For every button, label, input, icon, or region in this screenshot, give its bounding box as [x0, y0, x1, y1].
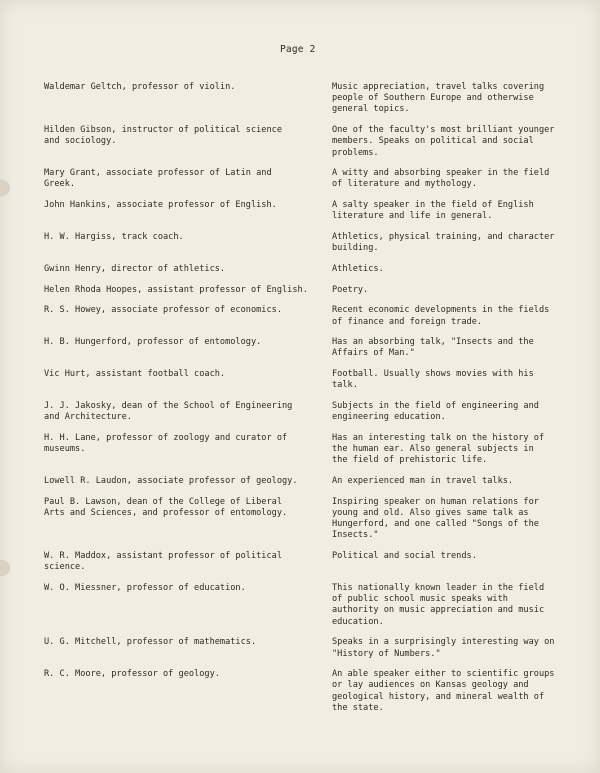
speaker-name: J. J. Jakosky, dean of the School of Engineering and Architecture. — [44, 401, 293, 423]
speaker-list — [44, 82, 584, 724]
speaker-topic: An experienced man in travel talks. — [332, 476, 514, 487]
speaker-entry — [44, 285, 584, 296]
speaker-name: Hilden Gibson, instructor of political science and sociology. — [44, 125, 282, 147]
speaker-name: Mary Grant, associate professor of Latin and Greek. — [44, 168, 272, 190]
speaker-name: Paul B. Lawson, dean of the College of Liberal Arts and Sciences, and professor of entomology. — [44, 496, 288, 518]
speaker-topic: Inspiring speaker on human relations for young and old. Also gives same talk as Hungerford, and one called "Songs of the Insects." — [332, 496, 539, 541]
speaker-topic: Political and social trends. — [332, 551, 477, 562]
speaker-topic: Speaks in a surprisingly interesting way on "History of Numbers." — [332, 637, 555, 659]
speaker-name: W. O. Miessner, professor of education. — [44, 583, 246, 593]
speaker-name: R. C. Moore, professor of geology. — [44, 669, 220, 680]
speaker-entry — [44, 476, 584, 487]
speaker-name: H. B. Hungerford, professor of entomology. — [44, 337, 262, 348]
speaker-name: R. S. Howey, associate professor of economics. — [44, 305, 282, 316]
speaker-entry — [44, 305, 584, 327]
speaker-entry — [44, 168, 584, 190]
punch-hole — [0, 560, 10, 576]
speaker-entry — [44, 125, 584, 159]
speaker-topic: Athletics, physical training, and character building. — [332, 232, 555, 254]
speaker-entry — [44, 337, 584, 359]
speaker-name: W. R. Maddox, assistant professor of political science. — [44, 551, 282, 573]
speaker-name: Helen Rhoda Hoopes, assistant professor of English. — [44, 284, 308, 295]
speaker-topic: One of the faculty's most brilliant younger members. Speaks on political and social problems. — [332, 125, 555, 158]
speaker-topic: Recent economic developments in the fields of finance and foreign trade. — [332, 305, 550, 327]
speaker-entry — [44, 433, 584, 467]
speaker-entry — [44, 583, 584, 628]
speaker-name: Lowell R. Laudon, associate professor of geology. — [44, 476, 298, 487]
speaker-name: H. W. Hargiss, track coach. — [44, 232, 184, 243]
punch-hole — [0, 180, 10, 196]
speaker-entry — [44, 264, 584, 275]
speaker-topic: Poetry. — [332, 284, 369, 295]
speaker-entry — [44, 232, 584, 254]
speaker-name: U. G. Mitchell, professor of mathematics. — [44, 637, 257, 648]
speaker-topic: A witty and absorbing speaker in the field of literature and mythology. — [332, 168, 550, 190]
speaker-entry — [44, 82, 584, 116]
speaker-entry — [44, 669, 584, 714]
speaker-topic: Subjects in the field of engineering and engineering education. — [332, 401, 539, 423]
speaker-name: H. H. Lane, professor of zoology and curator of museums. — [44, 432, 288, 455]
speaker-name: Vic Hurt, assistant football coach. — [44, 369, 226, 380]
speaker-entry — [44, 369, 584, 391]
speaker-topic: Football. Usually shows movies with his talk. — [332, 369, 534, 391]
page-number: Page 2 — [280, 44, 316, 55]
speaker-name: Waldemar Geltch, professor of violin. — [44, 82, 236, 92]
speaker-topic: Music appreciation, travel talks covering people of Southern Europe and otherwise general topics. — [332, 82, 545, 115]
speaker-topic: An able speaker either to scientific groups or lay audiences on Kansas geology and geological history, and mineral wealth of the state. — [332, 669, 555, 713]
speaker-topic: A salty speaker in the field of English literature and life in general. — [332, 200, 534, 222]
speaker-topic: Athletics. — [332, 263, 384, 274]
speaker-topic: Has an interesting talk on the history of the human ear. Also general subjects in the field of prehistoric life. — [332, 432, 545, 466]
speaker-topic: This nationally known leader in the field of public school music speaks with authority on music appreciation and music education. — [332, 583, 545, 627]
speaker-entry — [44, 637, 584, 659]
speaker-entry — [44, 551, 584, 573]
speaker-entry — [44, 401, 584, 423]
speaker-entry — [44, 497, 584, 542]
speaker-topic: Has an absorbing talk, "Insects and the Affairs of Man." — [332, 337, 534, 359]
speaker-entry — [44, 200, 584, 222]
speaker-name: John Hankins, associate professor of English. — [44, 200, 277, 211]
speaker-name: Gwinn Henry, director of athletics. — [44, 263, 226, 274]
